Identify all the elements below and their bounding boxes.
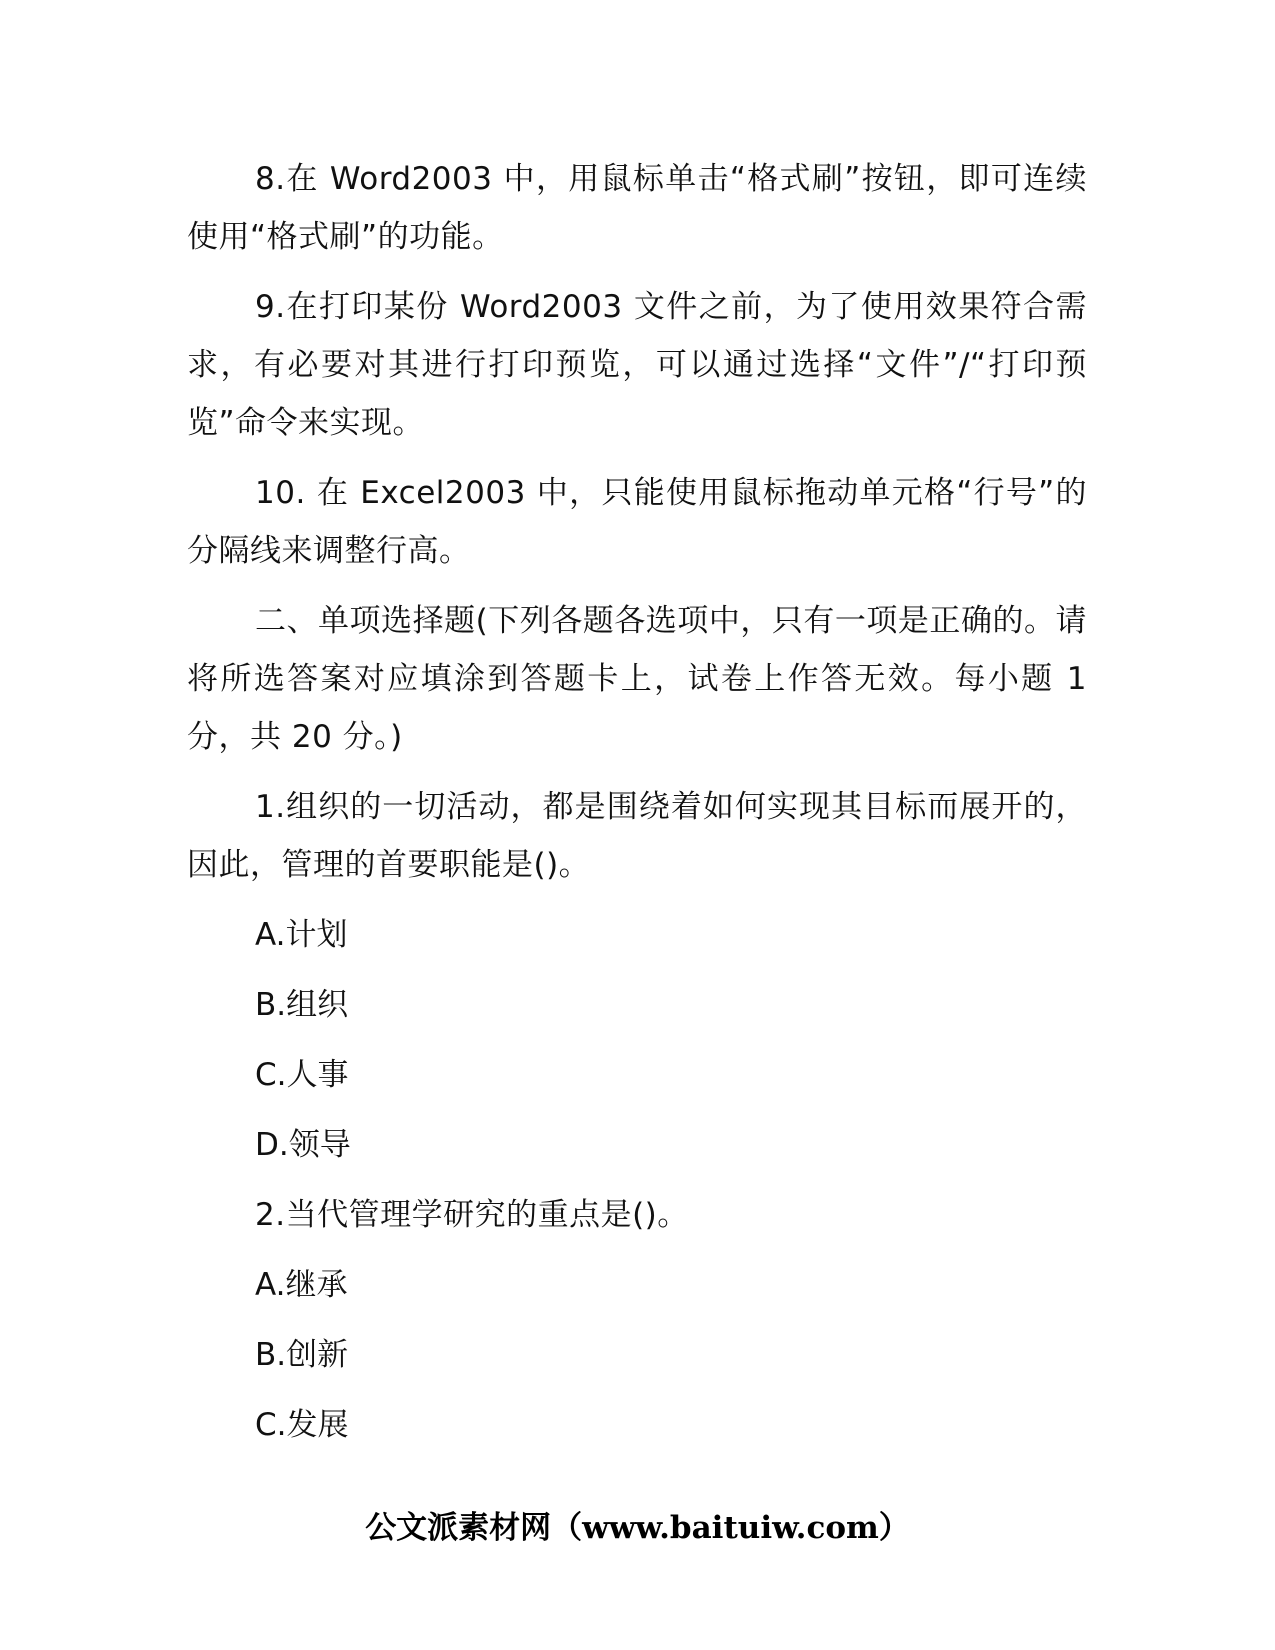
paragraph-q9: 9.在打印某份 Word2003 文件之前，为了使用效果符合需求，有必要对其进行打印预览，可以通过选择“文件”/“打印预览”命令来实现。 xyxy=(187,289,1087,441)
q1-option-b: B.组织 xyxy=(255,987,349,1023)
paragraph-q8: 8.在 Word2003 中，用鼠标单击“格式刷”按钮，即可连续使用“格式刷”的功能。 xyxy=(187,161,1087,255)
q1-option-d: D.领导 xyxy=(255,1127,351,1163)
section-heading: 二、单项选择题(下列各题各选项中，只有一项是正确的。请将所选答案对应填涂到答题卡上，试卷上作答无效。每小题 1 分，共 20 分。) xyxy=(187,603,1087,755)
question-2: 2.当代管理学研究的重点是()。 xyxy=(255,1197,689,1233)
q2-option-a: A.继承 xyxy=(255,1267,348,1303)
footer-watermark: 公文派素材网（www.baituiw.com） xyxy=(365,1510,910,1546)
q1-option-c: C.人事 xyxy=(255,1057,349,1093)
q2-option-c: C.发展 xyxy=(255,1407,349,1443)
question-1: 1.组织的一切活动，都是围绕着如何实现其目标而展开的，因此，管理的首要职能是()。 xyxy=(187,789,1087,883)
q1-option-a: A.计划 xyxy=(255,917,348,953)
paragraph-q10: 10. 在 Excel2003 中，只能使用鼠标拖动单元格“行号”的分隔线来调整行高。 xyxy=(187,475,1087,569)
q2-option-b: B.创新 xyxy=(255,1337,349,1373)
document-body xyxy=(187,150,1087,1466)
